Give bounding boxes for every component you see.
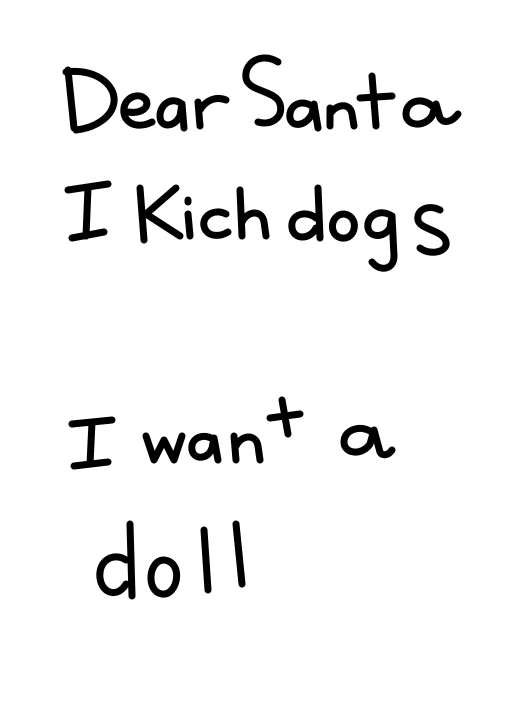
glyph-K — [140, 188, 180, 240]
glyph-l2 — [236, 524, 242, 584]
glyph-i — [188, 200, 190, 236]
glyph-c — [204, 212, 228, 235]
glyph-t — [360, 76, 392, 126]
handwriting-line-2 — [68, 184, 446, 268]
glyph-a2 — [290, 103, 318, 128]
glyph-n2 — [234, 436, 260, 460]
glyph-a5 — [344, 428, 392, 454]
handwriting-line-4 — [100, 524, 242, 596]
glyph-e — [124, 96, 152, 125]
glyph-t2 — [270, 400, 300, 434]
glyph-w — [146, 436, 182, 460]
glyph-n — [330, 106, 354, 126]
glyph-a — [160, 101, 184, 128]
glyph-o2 — [151, 560, 177, 594]
glyph-D — [66, 70, 114, 130]
glyph-l — [204, 530, 208, 590]
glyph-I2 — [72, 420, 112, 466]
glyph-h — [240, 190, 266, 236]
handwriting-line-1 — [66, 58, 458, 130]
glyph-s — [418, 208, 446, 253]
glyph-I — [68, 184, 108, 238]
glyph-d — [292, 188, 320, 238]
glyph-a3 — [406, 101, 458, 124]
glyph-g — [368, 213, 394, 268]
glyph-o — [332, 214, 354, 238]
glyph-d2 — [100, 524, 132, 596]
glyph-S — [246, 58, 281, 123]
glyph-a4 — [192, 436, 218, 460]
handwriting-line-3 — [72, 400, 392, 466]
glyph-r — [198, 98, 226, 126]
